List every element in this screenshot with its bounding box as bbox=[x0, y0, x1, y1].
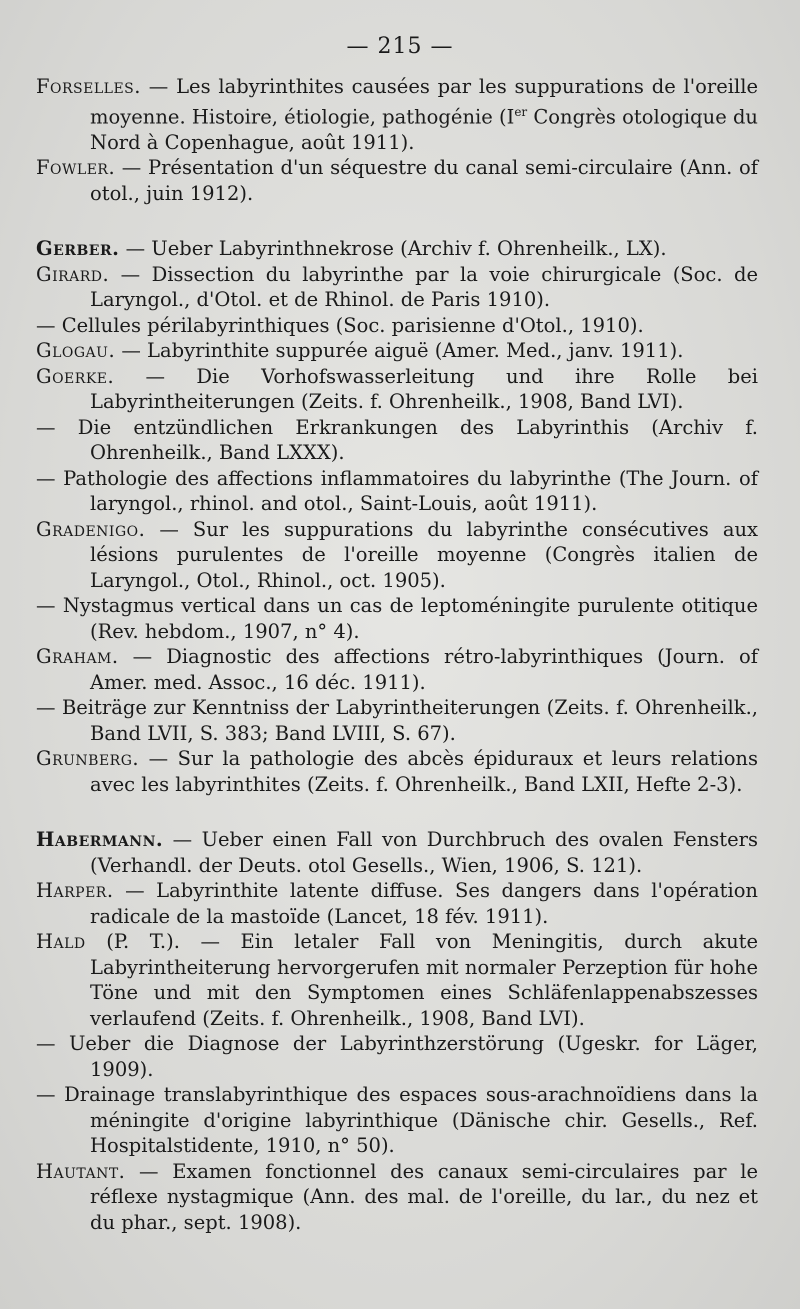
entry-text: — Examen fonctionnel des canaux semi-circulaires par le réflexe nystagmique (Ann. des mal. de l'oreille, du lar., du nez et du phar., sept. 1908). bbox=[90, 1159, 758, 1234]
author-name: Glogau. bbox=[36, 339, 116, 362]
bibliography-entry bbox=[36, 415, 758, 466]
bibliography-entry bbox=[36, 746, 758, 797]
entry-text: — Labyrinthite suppurée aiguë (Amer. Med., janv. 1911). bbox=[115, 339, 684, 362]
entry-text: — Les labyrinthites causées par les suppurations de l'oreille moyenne. Histoire, étiologie, pathogénie (I bbox=[90, 75, 758, 128]
entry-text: — Ueber einen Fall von Durchbruch des ovalen Fensters (Verhandl. der Deuts. otol Gesells., Wien, 1906, S. 121). bbox=[90, 828, 758, 877]
bibliography-section bbox=[36, 827, 758, 1235]
bibliography-entry bbox=[36, 878, 758, 929]
bibliography-entry bbox=[36, 1082, 758, 1159]
entry-text: — Cellules périlabyrinthiques (Soc. parisienne d'Otol., 1910). bbox=[36, 313, 644, 337]
bibliography-entry bbox=[36, 466, 758, 517]
bibliography-entry bbox=[36, 313, 758, 339]
entry-text: — Beiträge zur Kenntniss der Labyrintheiterungen (Zeits. f. Ohrenheilk., Band LVII, S. 383; Band LVIII, S. 67). bbox=[36, 696, 758, 745]
entry-text: (P. T.). — Ein letaler Fall von Meningitis, durch akute Labyrintheiterung hervorgerufen mit normaler Perzeption für hohe Töne und mit den Symptomen eines Schläfenlappenabszesses verlaufend (Zeits. f. Ohrenheilk., 1908, Band LVI). bbox=[85, 930, 758, 1030]
bibliography-section bbox=[36, 236, 758, 797]
entry-text: — Drainage translabyrinthique des espaces sous-arachnoïdiens dans la méningite d'origine labyrinthique (Dänische chir. Gesells., Ref. Hospitalstidente, 1910, n° 50). bbox=[36, 1083, 758, 1157]
entry-text: — Die entzündlichen Erkrankungen des Labyrinthis (Archiv f. Ohrenheilk., Band LXXX). bbox=[36, 415, 758, 464]
author-name: Grunberg. bbox=[36, 747, 140, 770]
author-name: Graham. bbox=[36, 645, 119, 668]
entry-text: — Labyrinthite latente diffuse. Ses dangers dans l'opération radicale de la mastoïde (Lancet, 18 fév. 1911). bbox=[90, 879, 758, 928]
bibliography-entry bbox=[36, 155, 758, 206]
bibliography-entry bbox=[36, 695, 758, 746]
bibliography-entry bbox=[36, 1159, 758, 1236]
bibliography-entry bbox=[36, 74, 758, 155]
bibliography-entry bbox=[36, 827, 758, 878]
entry-text: — Die Vorhofswasserleitung und ihre Rolle bei Labyrintheiterungen (Zeits. f. Ohrenheilk., 1908, Band LVI). bbox=[90, 364, 758, 413]
entry-text: — Dissection du labyrinthe par la voie chirurgicale (Soc. de Laryngol., d'Otol. et de Rhinol. de Paris 1910). bbox=[90, 262, 758, 311]
bibliography-entry bbox=[36, 929, 758, 1031]
bibliography-section bbox=[36, 74, 758, 206]
author-name: Hautant. bbox=[36, 1159, 126, 1183]
entry-text: — Pathologie des affections inflammatoires du labyrinthe (The Journ. of laryngol., rhinol. and otol., Saint-Louis, août 1911). bbox=[36, 466, 758, 515]
entry-text: — Diagnostic des affections rétro-labyrinthiques (Journ. of Amer. med. Assoc., 16 déc. 1911). bbox=[90, 645, 758, 694]
entry-text: — Sur les suppurations du labyrinthe consécutives aux lésions purulentes de l'oreille moyenne (Congrès italien de Laryngol., Otol., Rhinol., oct. 1905). bbox=[90, 517, 758, 592]
superscript: er bbox=[514, 104, 528, 119]
bibliography-entry bbox=[36, 644, 758, 695]
bibliography-entry bbox=[36, 364, 758, 415]
entry-text: — Nystagmus vertical dans un cas de leptoméningite purulente otitique (Rev. hebdom., 1907, n° 4). bbox=[36, 594, 758, 643]
bibliography-entry bbox=[36, 593, 758, 644]
entry-text: — Ueber die Diagnose der Labyrinthzerstörung (Ugeskr. for Läger, 1909). bbox=[36, 1032, 758, 1081]
bibliography-entry bbox=[36, 236, 758, 262]
section-gap bbox=[36, 797, 758, 827]
author-name: Girard. bbox=[36, 262, 110, 286]
section-gap bbox=[36, 206, 758, 236]
page-number: — 215 — bbox=[346, 34, 454, 59]
author-name: Fowler. bbox=[36, 156, 116, 179]
bibliography-entry bbox=[36, 338, 758, 364]
author-name: Gerber. bbox=[36, 237, 120, 260]
entry-text: — Sur la pathologie des abcès épiduraux et leurs relations avec les labyrinthites (Zeits. f. Ohrenheilk., Band LXII, Hefte 2-3). bbox=[90, 747, 758, 796]
bibliography-entry bbox=[36, 262, 758, 313]
author-name: Forselles. bbox=[36, 75, 141, 98]
author-name: Goerke. bbox=[36, 364, 115, 388]
author-name: Gradenigo. bbox=[36, 517, 146, 541]
author-name: Hald bbox=[36, 930, 86, 953]
bibliography-list bbox=[36, 74, 758, 1235]
bibliography-entry bbox=[36, 517, 758, 594]
entry-text-continued: Congrès otologique du Nord à Copenhague, août 1911). bbox=[90, 105, 758, 154]
author-name: Harper. bbox=[36, 879, 114, 902]
author-name: Habermann. bbox=[36, 828, 164, 851]
entry-text: — Ueber Labyrinthnekrose (Archiv f. Ohrenheilk., LX). bbox=[119, 237, 667, 260]
bibliography-entry bbox=[36, 1031, 758, 1082]
entry-text: — Présentation d'un séquestre du canal semi-circulaire (Ann. of otol., juin 1912). bbox=[90, 156, 758, 205]
